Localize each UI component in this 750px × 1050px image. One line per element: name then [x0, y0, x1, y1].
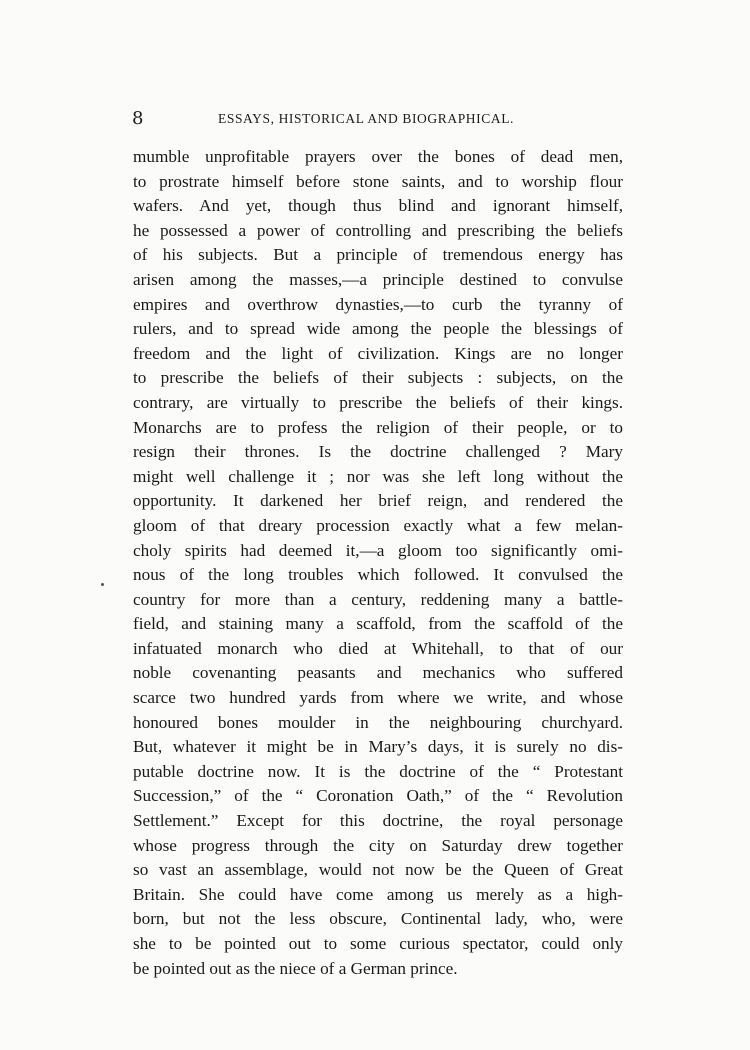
text-line: field, and staining many a scaffold, from the scaffold of the	[133, 614, 623, 634]
text-line: he possessed a power of controlling and prescribing the beliefs	[133, 220, 623, 240]
text-line: nous of the long troubles which followed. It convulsed the	[133, 565, 623, 585]
text-line: arisen among the masses,—a principle destined to convulse	[133, 269, 623, 289]
text-line: to prescribe the beliefs of their subjects : subjects, on the	[133, 368, 623, 388]
text-line: scarce two hundred yards from where we write, and whose	[133, 688, 623, 708]
text-line: mumble unprofitable prayers over the bones of dead men,	[133, 147, 623, 166]
text-line: choly spirits had deemed it,—a gloom too significantly omi-	[133, 540, 623, 560]
page-number: 8	[132, 108, 144, 129]
text-line: opportunity. It darkened her brief reign, and rendered the	[133, 491, 623, 511]
text-line: gloom of that dreary procession exactly what a few melan-	[133, 515, 623, 535]
page-header	[132, 108, 622, 132]
text-line: Monarchs are to profess the religion of their people, or to	[133, 417, 623, 437]
ink-speck	[101, 583, 104, 586]
text-line: contrary, are virtually to prescribe the beliefs of their kings.	[133, 392, 623, 412]
text-line: country for more than a century, reddening many a battle-	[133, 589, 623, 609]
text-line: to prostrate himself before stone saints, and to worship flour	[133, 171, 623, 191]
text-line: might well challenge it ; nor was she left long without the	[133, 466, 623, 486]
text-line: honoured bones moulder in the neighbouring churchyard.	[133, 712, 623, 732]
text-line: But, whatever it might be in Mary’s days, it is surely no dis-	[133, 737, 623, 757]
text-line: infatuated monarch who died at Whitehall, to that of our	[133, 638, 623, 658]
text-line: Succession,” of the “ Coronation Oath,” of the “ Revolution	[133, 786, 623, 806]
text-line: noble covenanting peasants and mechanics who suffered	[133, 663, 623, 683]
text-line: Britain. She could have come among us merely as a high-	[133, 884, 623, 904]
text-line: wafers. And yet, though thus blind and ignorant himself,	[133, 196, 623, 216]
text-line: be pointed out as the niece of a German prince.	[133, 958, 458, 978]
text-line: so vast an assemblage, would not now be the Queen of Great	[133, 860, 623, 880]
text-line: rulers, and to spread wide among the people the blessings of	[133, 319, 623, 339]
running-head: ESSAYS, HISTORICAL AND BIOGRAPHICAL.	[218, 111, 515, 126]
body-text	[133, 145, 623, 981]
text-line: freedom and the light of civilization. Kings are no longer	[133, 343, 623, 363]
text-line: Settlement.” Except for this doctrine, the royal personage	[133, 811, 623, 831]
text-line: whose progress through the city on Saturday drew together	[133, 835, 623, 855]
text-line: resign their thrones. Is the doctrine challenged ? Mary	[133, 442, 623, 462]
text-line: born, but not the less obscure, Continental lady, who, were	[133, 909, 623, 929]
text-line: of his subjects. But a principle of tremendous energy has	[133, 245, 623, 265]
text-line: putable doctrine now. It is the doctrine of the “ Protestant	[133, 761, 623, 781]
text-line: she to be pointed out to some curious spectator, could only	[133, 934, 623, 953]
text-line: empires and overthrow dynasties,—to curb the tyranny of	[133, 294, 623, 314]
